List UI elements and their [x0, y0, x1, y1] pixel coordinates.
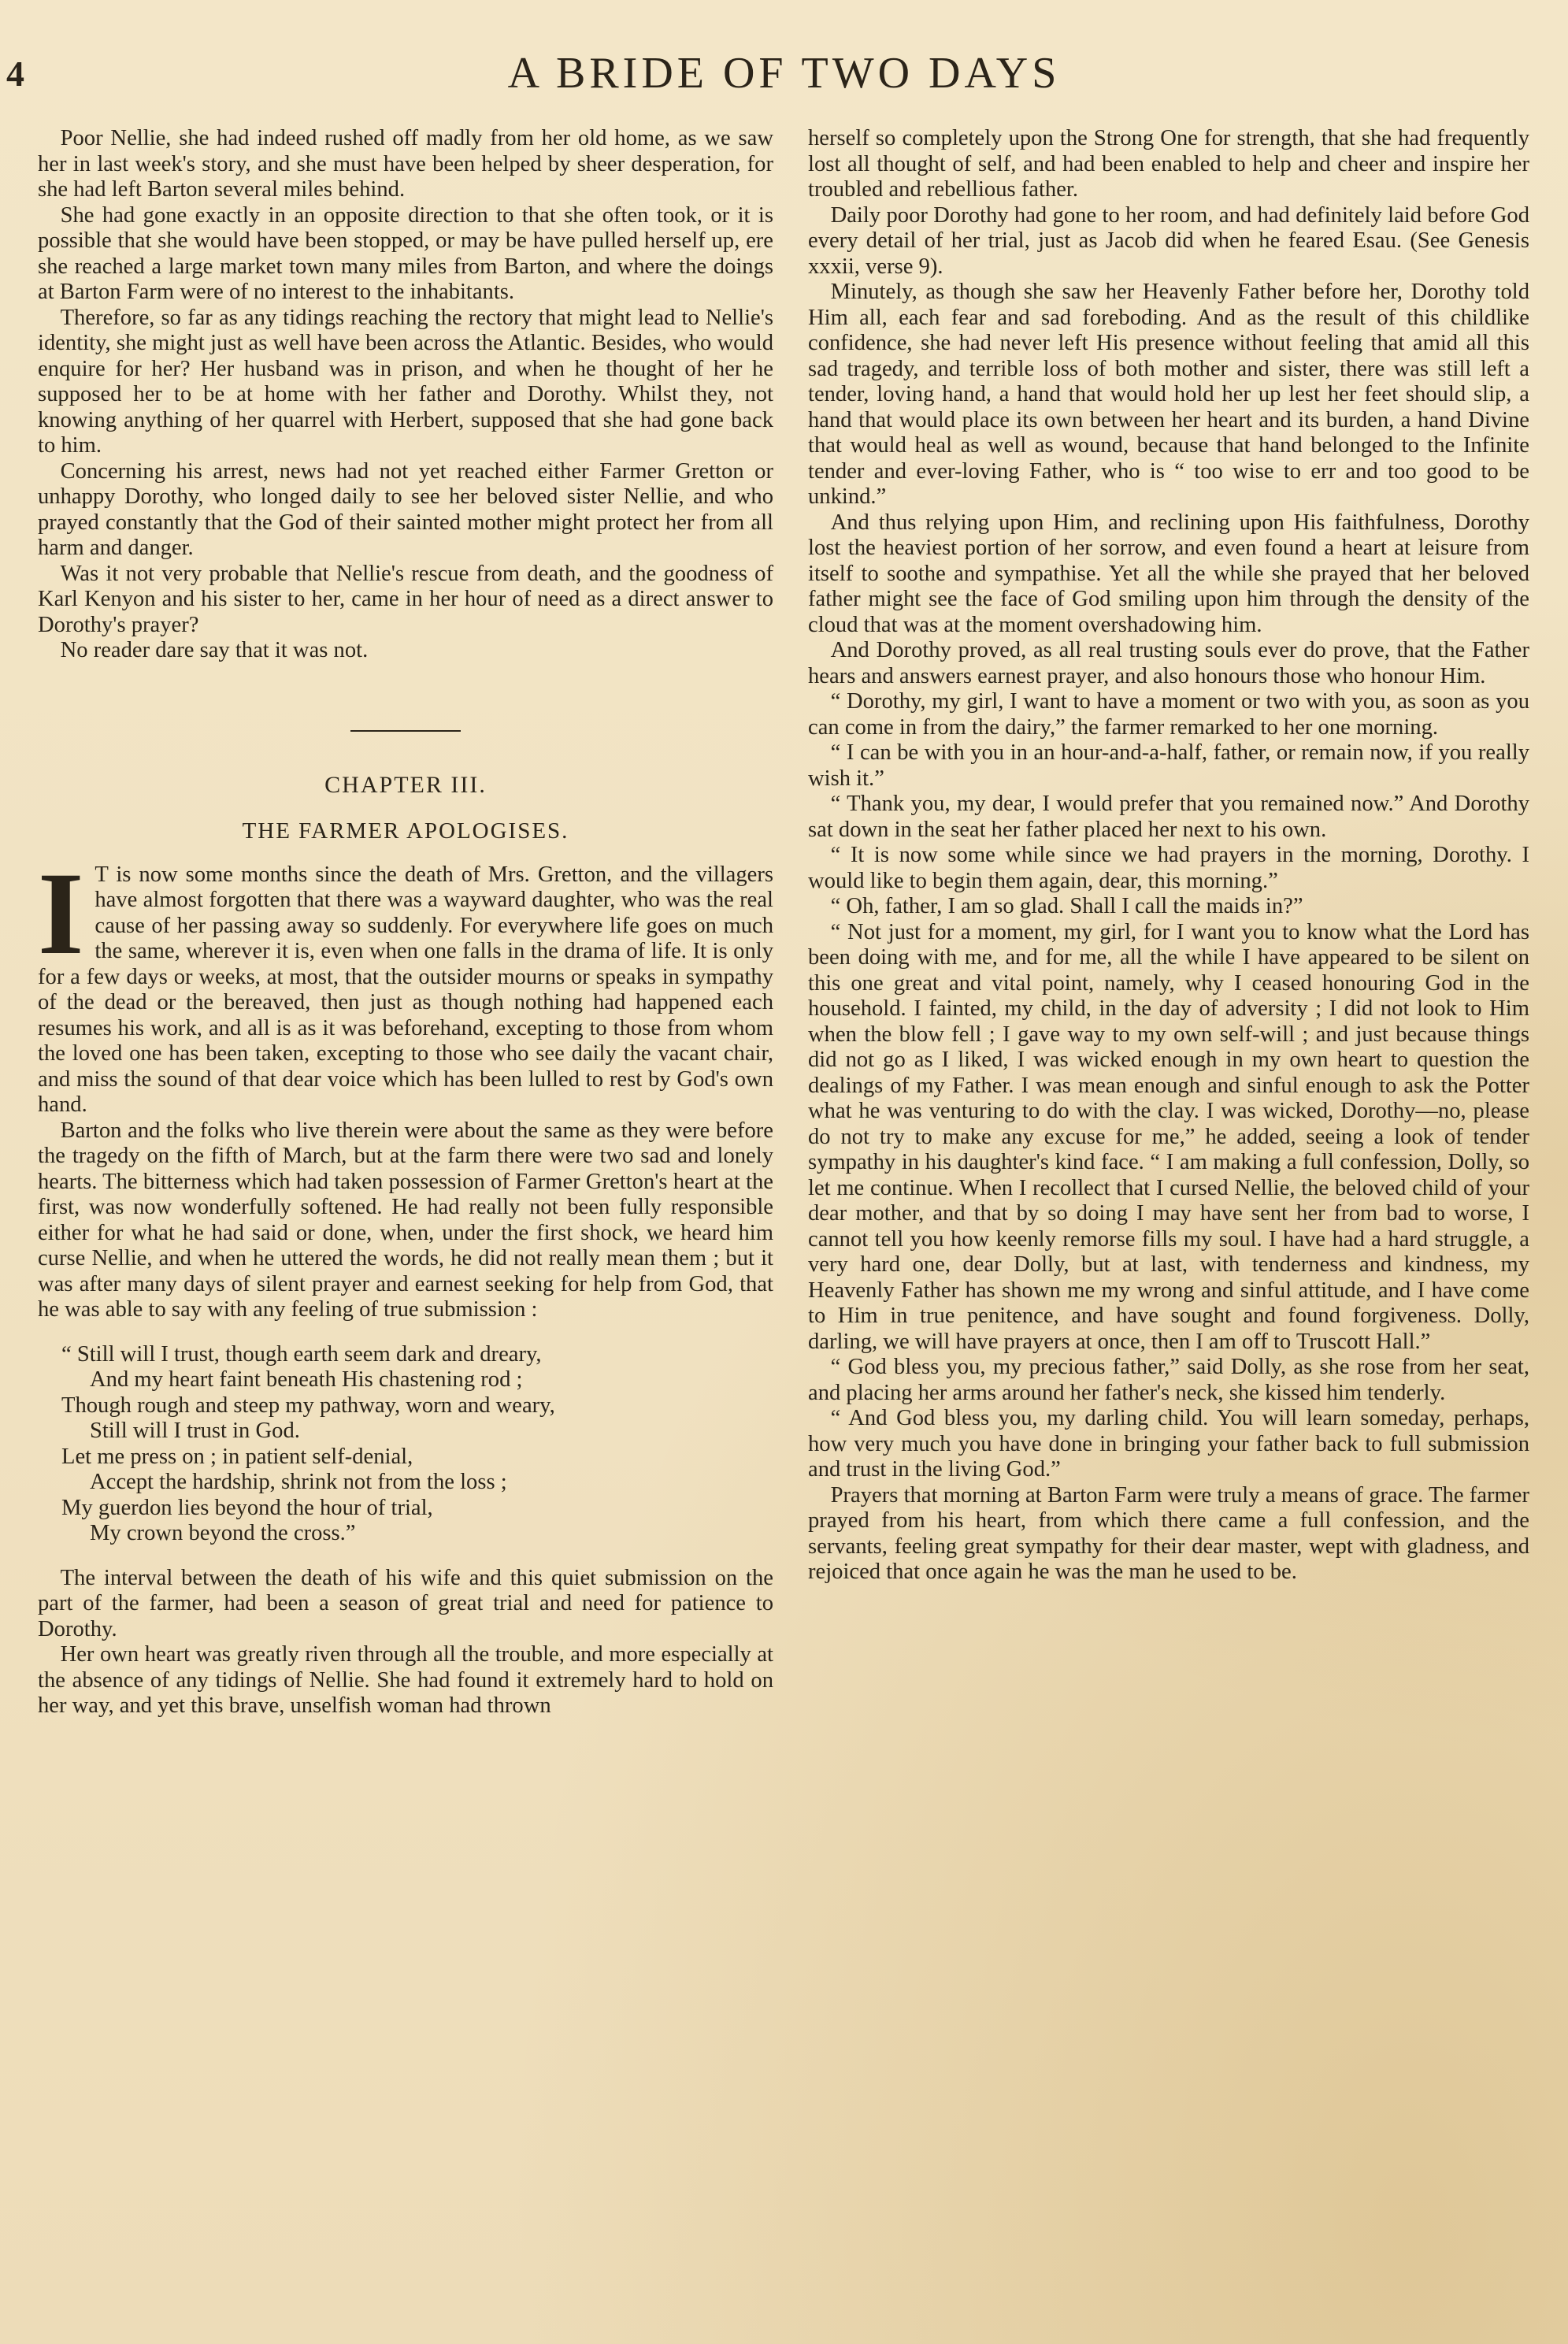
paragraph: “ Dorothy, my girl, I want to have a moment or two with you, as soon as you can come in from the dairy,” the farmer remarked to her one morning.	[808, 689, 1529, 740]
paragraph: “ Not just for a moment, my girl, for I want you to know what the Lord has been doing with me, and for me, all the while I have appeared to be silent on this one great and vital point, namely, why I ceased honouring God in the household. I fainted, my child, in the day of adversity ; I did not look to Him when the blow fell ; I gave way to my own self-will ; and just because things did not go as I liked, I was wicked enough in my own heart to question the dealings of my Father. I was mean enough and sinful enough to ask the Potter what he was venturing to do with the clay. I was wicked, Dorothy—no, please do not try to make any excuse for me,” he added, seeing a look of tender sympathy in his daughter's kind face. “ I am making a full confession, Dolly, so let me continue. When I recollect that I cursed Nellie, the beloved child of your dear mother, and that by so doing I may have sent her from bad to worse, I cannot tell you how keenly remorse fills my soul. I have had a hard struggle, a very hard one, dear Dolly, but at last, with tenderness and kindness, my Heavenly Father has shown me my wrong and sinful attitude, and I have come to Him in true penitence, and have sought and found forgiveness. Dolly, darling, we will have prayers at once, then I am off to Truscott Hall.”	[808, 919, 1529, 1354]
chapter-opening-paragraph	[38, 847, 773, 1118]
paragraph: “ Oh, father, I am so glad. Shall I call the maids in?”	[830, 894, 1303, 918]
paragraph: And Dorothy proved, as all real trusting souls ever do prove, that the Father hears and answers earnest prayer, and also honours those who honour Him.	[808, 638, 1529, 688]
poem-line: My guerdon lies beyond the hour of trial,	[61, 1495, 433, 1520]
poem-line: “ Still will I trust, though earth seem dark and dreary,	[61, 1341, 542, 1367]
paragraph: Therefore, so far as any tidings reaching the rectory that might lead to Nellie's identity, she might just as well have been across the Atlantic. Besides, who would enquire for her? Her husband was in prison, and when he thought of her he supposed her to be at home with her father and Dorothy. Whilst they, not knowing anything of her quarrel with Herbert, supposed that she had gone back to him.	[38, 305, 773, 458]
paragraph: Prayers that morning at Barton Farm were truly a means of grace. The farmer prayed from his heart, from which there came a full confession, and the servants, feeling great sympathy for their dear master, wept with gladness, and rejoiced that once again he was the man he used to be.	[808, 1482, 1529, 1584]
paragraph: Her own heart was greatly riven through all the trouble, and more especially at the absence of any tidings of Nellie. She had found it extremely hard to hold on her way, and yet this brave, unselfish woman had thrown	[38, 1642, 773, 1718]
paragraph: No reader dare say that it was not.	[60, 638, 369, 662]
paragraph: Concerning his arrest, news had not yet reached either Farmer Gretton or unhappy Dorothy, who longed daily to see her beloved sister Nellie, and who prayed constantly that the God of their sainted mother might protect her from all harm and danger.	[38, 458, 773, 560]
poem-line: Accept the hardship, shrink not from the loss ;	[90, 1470, 507, 1494]
paragraph: Minutely, as though she saw her Heavenly Father before her, Dorothy told Him all, each fear and sad foreboding. And as the result of this childlike confidence, she had never left His presence without feeling that amid all this sad tragedy, and terrible loss of both mother and sister, there was still left a tender, loving hand, a hand that would hold her up lest her feet should slip, a hand that would place its own between her heart and its burden, a hand Divine that would heal as well as wound, because that hand belonged to the Infinite tender and ever-loving Father, who is “ too wise to err and too good to be unkind.”	[808, 280, 1529, 509]
paragraph: “ God bless you, my precious father,” said Dolly, as she rose from her seat, and placing her arms around her father's neck, she kissed him tenderly.	[808, 1355, 1529, 1405]
page-header	[0, 46, 1568, 101]
divider-rule	[350, 730, 461, 732]
paragraph: The interval between the death of his wife and this quiet submission on the part of the farmer, had been a season of great trial and need for patience to Dorothy.	[38, 1565, 773, 1641]
paragraph: “ It is now some while since we had prayers in the morning, Dorothy. I would like to begin them again, dear, this morning.”	[808, 843, 1529, 893]
paragraph: “ I can be with you in an hour-and-a-half, father, or remain now, if you really wish it.”	[808, 740, 1529, 791]
poem-block	[38, 1342, 773, 1547]
paragraph: “ Thank you, my dear, I would prefer that you remained now.” And Dorothy sat down in the seat her father placed her next to his own.	[808, 792, 1529, 842]
paragraph: Poor Nellie, she had indeed rushed off madly from her old home, as we saw her in last week's story, and she must have been helped by sheer desperation, for she had left Barton several miles behind.	[38, 126, 773, 202]
left-column	[38, 126, 773, 1719]
paragraph: Was it not very probable that Nellie's rescue from death, and the goodness of Karl Kenyon and his sister to her, came in her hour of need as a direct answer to Dorothy's prayer?	[38, 561, 773, 637]
paragraph: And thus relying upon Him, and reclining upon His faithfulness, Dorothy lost the heaviest portion of her sorrow, and even found a heart at leisure from itself to soothe and sympathise. Yet all the while she prayed that her beloved father might see the face of God smiling upon him through the density of the cloud that was at the moment overshadowing him.	[808, 510, 1529, 637]
poem-line: Still will I trust in God.	[90, 1419, 300, 1443]
running-title: A BRIDE OF TWO DAYS	[507, 49, 1061, 98]
opening-text: T is now some months since the death of Mrs. Gretton, and the villagers have almost forgotten that there was a wayward daughter, who was the real cause of her passing away so suddenly. For everywhere life goes on much the same, wherever it is, even when one falls in the drama of life. It is only for a few days or weeks, at most, that the outsider mourns or speaks in sympathy of the dead or the bereaved, then just as though nothing had happened each resumes his work, and all is as it was beforehand, excepting to those from whom the loved one has been taken, excepting to those who see daily the vacant chair, and miss the sound of that dear voice which has been lulled to rest by God's own hand.	[38, 862, 773, 1117]
paragraph: She had gone exactly in an opposite direction to that she often took, or it is possible that she would have been stopped, or may be have pulled herself up, ere she reached a large market town many miles from Barton, and where the doings at Barton Farm were of no interest to the inhabitants.	[38, 202, 773, 304]
right-column	[808, 126, 1529, 1586]
poem-line: Let me press on ; in patient self-denial,	[61, 1444, 413, 1469]
continued-paragraph: herself so completely upon the Strong One for strength, that she had frequently lost all thought of self, and had been enabled to help and cheer and inspire her troubled and rebellious father.	[808, 126, 1529, 202]
chapter-subtitle: THE FARMER APOLOGISES.	[242, 818, 569, 844]
paragraph: “ And God bless you, my darling child. You will learn someday, perhaps, how very much you have done in bringing your father back to full submission and trust in the living God.”	[808, 1406, 1529, 1482]
paragraph: Daily poor Dorothy had gone to her room, and had definitely laid before God every detail of her trial, just as Jacob did when he feared Esau. (See Genesis xxxii, verse 9).	[808, 202, 1529, 279]
chapter-title: CHAPTER III.	[324, 771, 487, 798]
poem-line: And my heart faint beneath His chastening rod ;	[90, 1367, 523, 1392]
poem-line: My crown beyond the cross.”	[90, 1521, 356, 1545]
paragraph: Barton and the folks who live therein were about the same as they were before the tragedy on the fifth of March, but at the farm there were two sad and lonely hearts. The bitterness which had taken possession of Farmer Gretton's heart at the first, was now wonderfully softened. He had really not been fully responsible either for what he had said or done, when, under the first shock, we heard him curse Nellie, and when he uttered the words, he did not really mean them ; but it was after many days of silent prayer and earnest seeking for help from God, that he was able to say with any feeling of true submission :	[38, 1118, 773, 1322]
poem-line: Though rough and steep my pathway, worn and weary,	[61, 1393, 555, 1418]
section-divider	[38, 718, 773, 724]
page-number: 4	[6, 54, 24, 94]
drop-cap: I	[38, 847, 84, 979]
